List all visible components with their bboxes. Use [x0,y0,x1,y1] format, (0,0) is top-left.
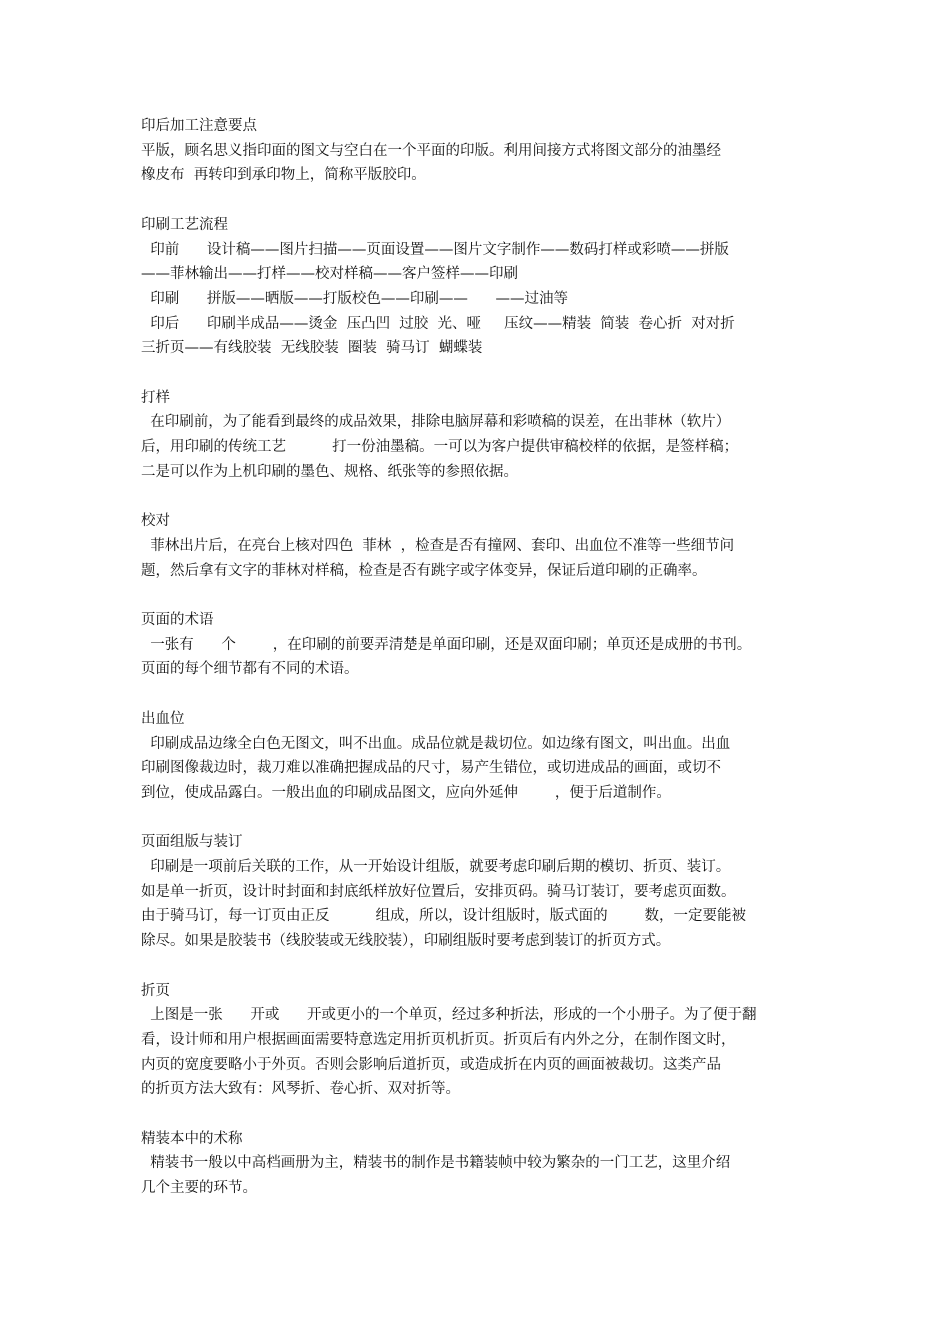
body-line: 到位，使成品露白。一般出血的印刷成品图文，应向外延伸 ，便于后道制作。 [141,784,671,801]
section-heading: 出血位 [141,710,185,727]
section-heading: 精装本中的术称 [141,1130,243,1147]
body-line: 精装书一般以中高档画册为主，精装书的制作是书籍装帧中较为繁杂的一门工艺，这里介绍 [141,1155,731,1172]
section-checking [141,509,817,583]
body-line: 页面的每个细节都有不同的术语。 [141,661,359,678]
body-line: 印前 设计稿——图片扫描——页面设置——图片文字制作——数码打样或彩喷——拼版 [141,241,729,258]
body-line: 印刷图像裁边时，裁刀难以准确把握成品的尺寸，易产生错位，或切进成品的画面，或切不 [141,760,721,777]
body-line: 几个主要的环节。 [141,1180,257,1197]
section-heading: 页面的术语 [141,612,214,628]
section-page-terms [141,608,817,682]
body-line: 一张有 个 ，在印刷的前要弄清楚是单面印刷，还是双面印刷；单页还是成册的书刊。 [141,636,752,653]
document-page [141,114,817,1226]
body-line: 题，然后拿有文字的菲林对样稿，检查是否有跳字或字体变异，保证后道印刷的正确率。 [141,562,707,579]
body-line: 三折页——有线胶装 无线胶装 圈装 骑马订 蝴蝶装 [141,340,483,357]
body-line: 印刷是一项前后关联的工作，从一开始设计组版，就要考虑印刷后期的模切、折页、装订。 [141,859,731,875]
body-line: 橡皮布 再转印到承印物上，简称平版胶印。 [141,167,426,184]
section-folding [141,979,817,1103]
section-heading: 印刷工艺流程 [141,216,228,233]
section-hardcover-terms [141,1127,817,1201]
body-line: 平版，顾名思义指印面的图文与空白在一个平面的印版。利用间接方式将图文部分的油墨经 [141,142,721,159]
body-line: 内页的宽度要略小于外页。否则会影响后道折页，或造成折在内页的画面被裁切。这类产品 [141,1056,721,1073]
body-line: ——菲林输出——打样——校对样稿——客户签样——印刷 [141,266,518,283]
section-proofing [141,386,817,485]
body-line: 上图是一张 开或 开或更小的一个单页，经过多种折法，形成的一个小册子。为了便于翻 [141,1007,757,1024]
section-heading: 页面组版与装订 [141,834,243,851]
section-imposition-binding [141,830,817,954]
body-line: 的折页方法大致有：风琴折、卷心折、双对折等。 [141,1081,460,1098]
body-line: 由于骑马订，每一订页由正反 组成，所以，设计组版时，版式面的 数，一定要能被 [141,908,746,925]
body-line: 印刷 拼版——晒版——打版校色——印刷—— ——过油等 [141,290,569,307]
body-line: 看，设计师和用户根据画面需要特意选定用折页机折页。折页后有内外之分，在制作图文时， [141,1031,736,1048]
body-line: 印后 印刷半成品——烫金 压凸凹 过胶 光、哑 压纹——精装 简装 卷心折 对对折 [141,315,735,332]
section-heading: 校对 [141,513,170,530]
section-bleed [141,707,817,806]
body-line: 菲林出片后，在亮台上核对四色 菲林 ，检查是否有撞网、套印、出血位不准等一些细节问 [141,537,735,554]
section-print-process [141,213,817,361]
body-line: 后，用印刷的传统工艺 打一份油墨稿。一可以为客户提供审稿校样的依据，是签样稿； [141,439,739,456]
body-line: 除尽。如果是胶装书（线胶装或无线胶装），印刷组版时要考虑到装订的折页方式。 [141,933,671,950]
section-heading: 打样 [141,389,170,406]
body-line: 如是单一折页，设计时封面和封底纸样放好位置后，安排页码。骑马订装订，要考虑页面数。 [141,883,736,900]
section-heading: 折页 [141,982,170,999]
body-line: 印刷成品边缘全白色无图文，叫不出血。成品位就是裁切位。如边缘有图文，叫出血。出血 [141,735,731,752]
body-line: 二是可以作为上机印刷的墨色、规格、纸张等的参照依据。 [141,463,518,480]
body-line: 在印刷前，为了能看到最终的成品效果，排除电脑屏幕和彩喷稿的误差，在出菲林（软片） [141,414,731,431]
section-post-press [141,114,817,188]
section-heading: 印后加工注意要点 [141,118,257,134]
